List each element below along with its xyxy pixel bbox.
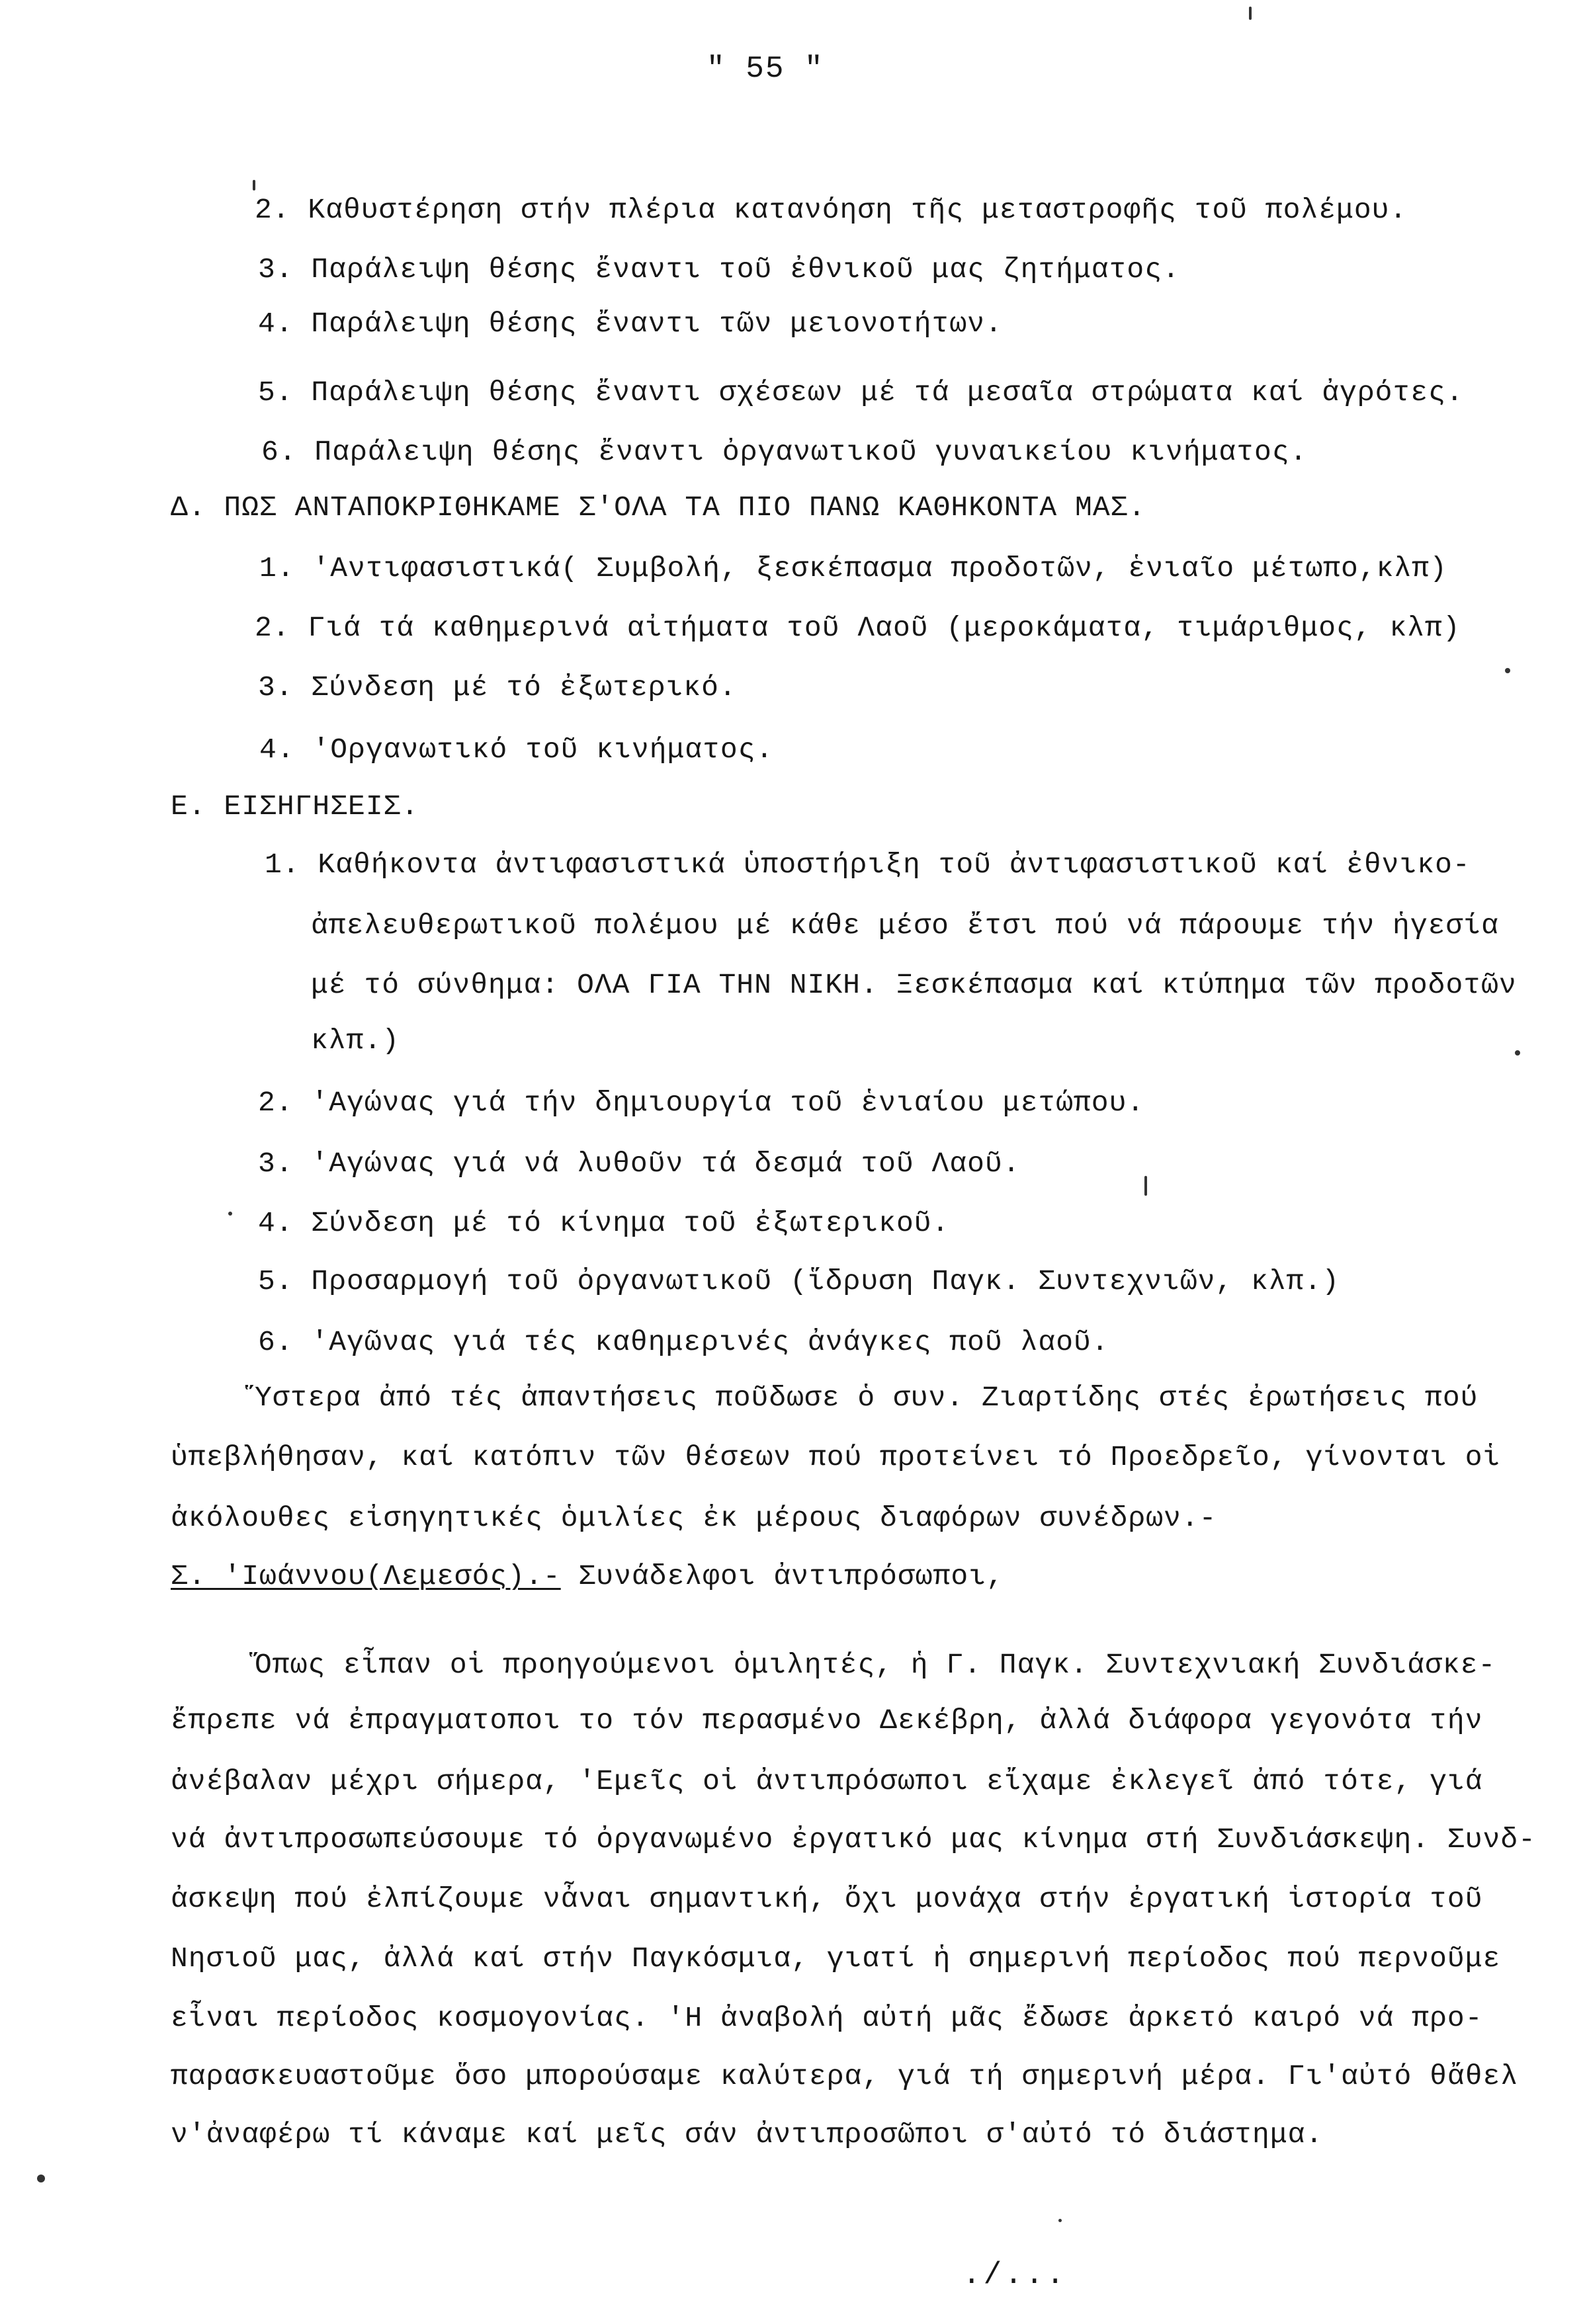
section-c-item-4: 4. Παράλειψη θέσης ἔναντι τῶν μειονοτήτων. [258, 308, 1003, 340]
speech-line-5: ἀσκεψη πού ἐλπίζουμε νἆναι σημαντική, ὄχι μονάχα στήν ἐργατική ἱστορία τοῦ [171, 1883, 1483, 1915]
section-d-item-2: 2. Γιά τά καθημερινά αἰτήματα τοῦ Λαοῦ (μεροκάματα, τιμάριθμος, κλπ) [255, 612, 1461, 644]
continuation-mark: ./... [963, 2258, 1068, 2292]
page-number: " 55 " [707, 52, 824, 86]
speech-line-4: νά ἀντιπροσωπεύσουμε τό ὀργανωμένο ἐργατικό μας κίνημα στή Συνδιάσκεψη. Συνδ- [171, 1823, 1536, 1856]
section-e-item-5: 5. Προσαρμογή τοῦ ὀργανωτικοῦ (ἵδρυση Παγκ. Συντεχνιῶν, κλπ.) [258, 1265, 1340, 1298]
section-e-item-3: 3. 'Αγώνας γιά νά λυθοῦν τά δεσμά τοῦ Λαοῦ. [258, 1147, 1021, 1180]
speech-line-3: ἀνέβαλαν μέχρι σήμερα, 'Εμεῖς οἱ ἀντιπρόσωποι εἴχαμε ἐκλεγεῖ ἀπό τότε, γιά [171, 1765, 1483, 1798]
transition-line-3: ἀκόλουθες εἰσηγητικές ὁμιλίες ἐκ μέρους διαφόρων συνέδρων.- [171, 1502, 1217, 1534]
speech-line-8: παρασκευαστοῦμε ὅσο μπορούσαμε καλύτερα, γιά τή σημερινή μέρα. Γι'αὐτό θἄθελ [171, 2060, 1519, 2093]
section-c-item-3: 3. Παράλειψη θέσης ἔναντι τοῦ ἐθνικοῦ μας ζητήματος. [258, 253, 1180, 286]
scan-speck [1249, 7, 1252, 20]
section-e-item-4: 4. Σύνδεση μέ τό κίνημα τοῦ ἐξωτερικοῦ. [258, 1207, 950, 1239]
section-e-item-1-line-1: 1. Καθήκοντα ἀντιφασιστικά ὑποστήριξη τοῦ ἀντιφασιστικοῦ καί ἐθνικο- [265, 849, 1471, 881]
speaker-name: Σ. 'Ιωάννου(Λεμεσός).- [171, 1560, 561, 1593]
section-e-item-6: 6. 'Αγῶνας γιά τές καθημερινές ἀνάγκες ποῦ λαοῦ. [258, 1326, 1109, 1358]
section-e-item-2: 2. 'Αγώνας γιά τήν δημιουργία τοῦ ἑνιαίου μετώπου. [258, 1087, 1145, 1119]
transition-line-2: ὑπεβλήθησαν, καί κατόπιν τῶν θέσεων πού προτείνει τό Προεδρεῖο, γίνονται οἱ [171, 1441, 1501, 1473]
section-d-item-3: 3. Σύνδεση μέ τό ἐξωτερικό. [258, 671, 737, 704]
transition-line-1: Ὕστερα ἀπό τές ἀπαντήσεις ποῦδωσε ὁ συν. Ζιαρτίδης στές ἐρωτήσεις πού [255, 1382, 1478, 1414]
scan-speck [37, 2175, 45, 2182]
speech-line-6: Νησιοῦ μας, ἀλλά καί στήν Παγκόσμια, γιατί ἡ σημερινή περίοδος πού περνοῦμε [171, 1942, 1501, 1975]
speaker-line [171, 1558, 1004, 1595]
section-d-item-1: 1. 'Αντιφασιστικά( Συμβολή, ξεσκέπασμα προδοτῶν, ἑνιαῖο μέτωπο,κλπ) [259, 552, 1447, 585]
speaker-greeting: Συνάδελφοι ἀντιπρόσωποι, [560, 1560, 1004, 1593]
section-d-heading: Δ. ΠΩΣ ΑΝΤΑΠΟΚΡΙΘΗΚΑΜΕ Σ'ΟΛΑ ΤΑ ΠΙΟ ΠΑΝΩ ΚΑΘΗΚΟΝΤΑ ΜΑΣ. [171, 491, 1146, 524]
section-e-item-1-line-2: ἀπελευθερωτικοῦ πολέμου μέ κάθε μέσο ἔτσι πού νά πάρουμε τήν ἡγεσία [311, 909, 1499, 942]
speech-line-1: Ὅπως εἶπαν οἱ προηγούμενοι ὁμιλητές, ἡ Γ. Παγκ. Συντεχνιακή Συνδιάσκε- [255, 1649, 1496, 1681]
scan-speck [1144, 1176, 1147, 1196]
section-d-item-4: 4. 'Οργανωτικό τοῦ κινήματος. [259, 733, 774, 766]
scan-speck [228, 1212, 232, 1216]
section-e-heading: Ε. ΕΙΣΗΓΗΣΕΙΣ. [171, 790, 419, 823]
section-c-item-2: 2. Καθυστέρηση στήν πλέρια κατανόηση τῆς μεταστροφῆς τοῦ πολέμου. [255, 194, 1408, 226]
section-e-item-1-line-3: μέ τό σύνθημα: ΟΛΑ ΓΙΑ ΤΗΝ ΝΙΚΗ. Ξεσκέπασμα καί κτύπημα τῶν προδοτῶν [311, 969, 1517, 1001]
speech-line-7: εἶναι περίοδος κοσμογονίας. 'Η ἀναβολή αὐτή μᾶς ἔδωσε ἀρκετό καιρό νά προ- [171, 2002, 1483, 2034]
section-c-item-5: 5. Παράλειψη θέσης ἔναντι σχέσεων μέ τά μεσαῖα στρώματα καί ἀγρότες. [258, 376, 1464, 409]
speech-line-2: ἔπρεπε νά ἐπραγματοποι το τόν περασμένο Δεκέβρη, ἀλλά διάφορα γεγονότα τήν [171, 1704, 1483, 1737]
scan-speck [253, 180, 255, 190]
scan-speck [1515, 1050, 1520, 1056]
scan-speck [1058, 2219, 1062, 2222]
scan-speck [1505, 668, 1510, 673]
section-c-item-6: 6. Παράλειψη θέσης ἔναντι ὀργανωτικοῦ γυναικείου κινήματος. [261, 436, 1308, 468]
section-e-item-1-line-4: κλπ.) [311, 1024, 400, 1057]
speech-line-9: ν'ἀναφέρω τί κάναμε καί μεῖς σάν ἀντιπροσῶποι σ'αὐτό τό διάστημα. [171, 2118, 1324, 2151]
